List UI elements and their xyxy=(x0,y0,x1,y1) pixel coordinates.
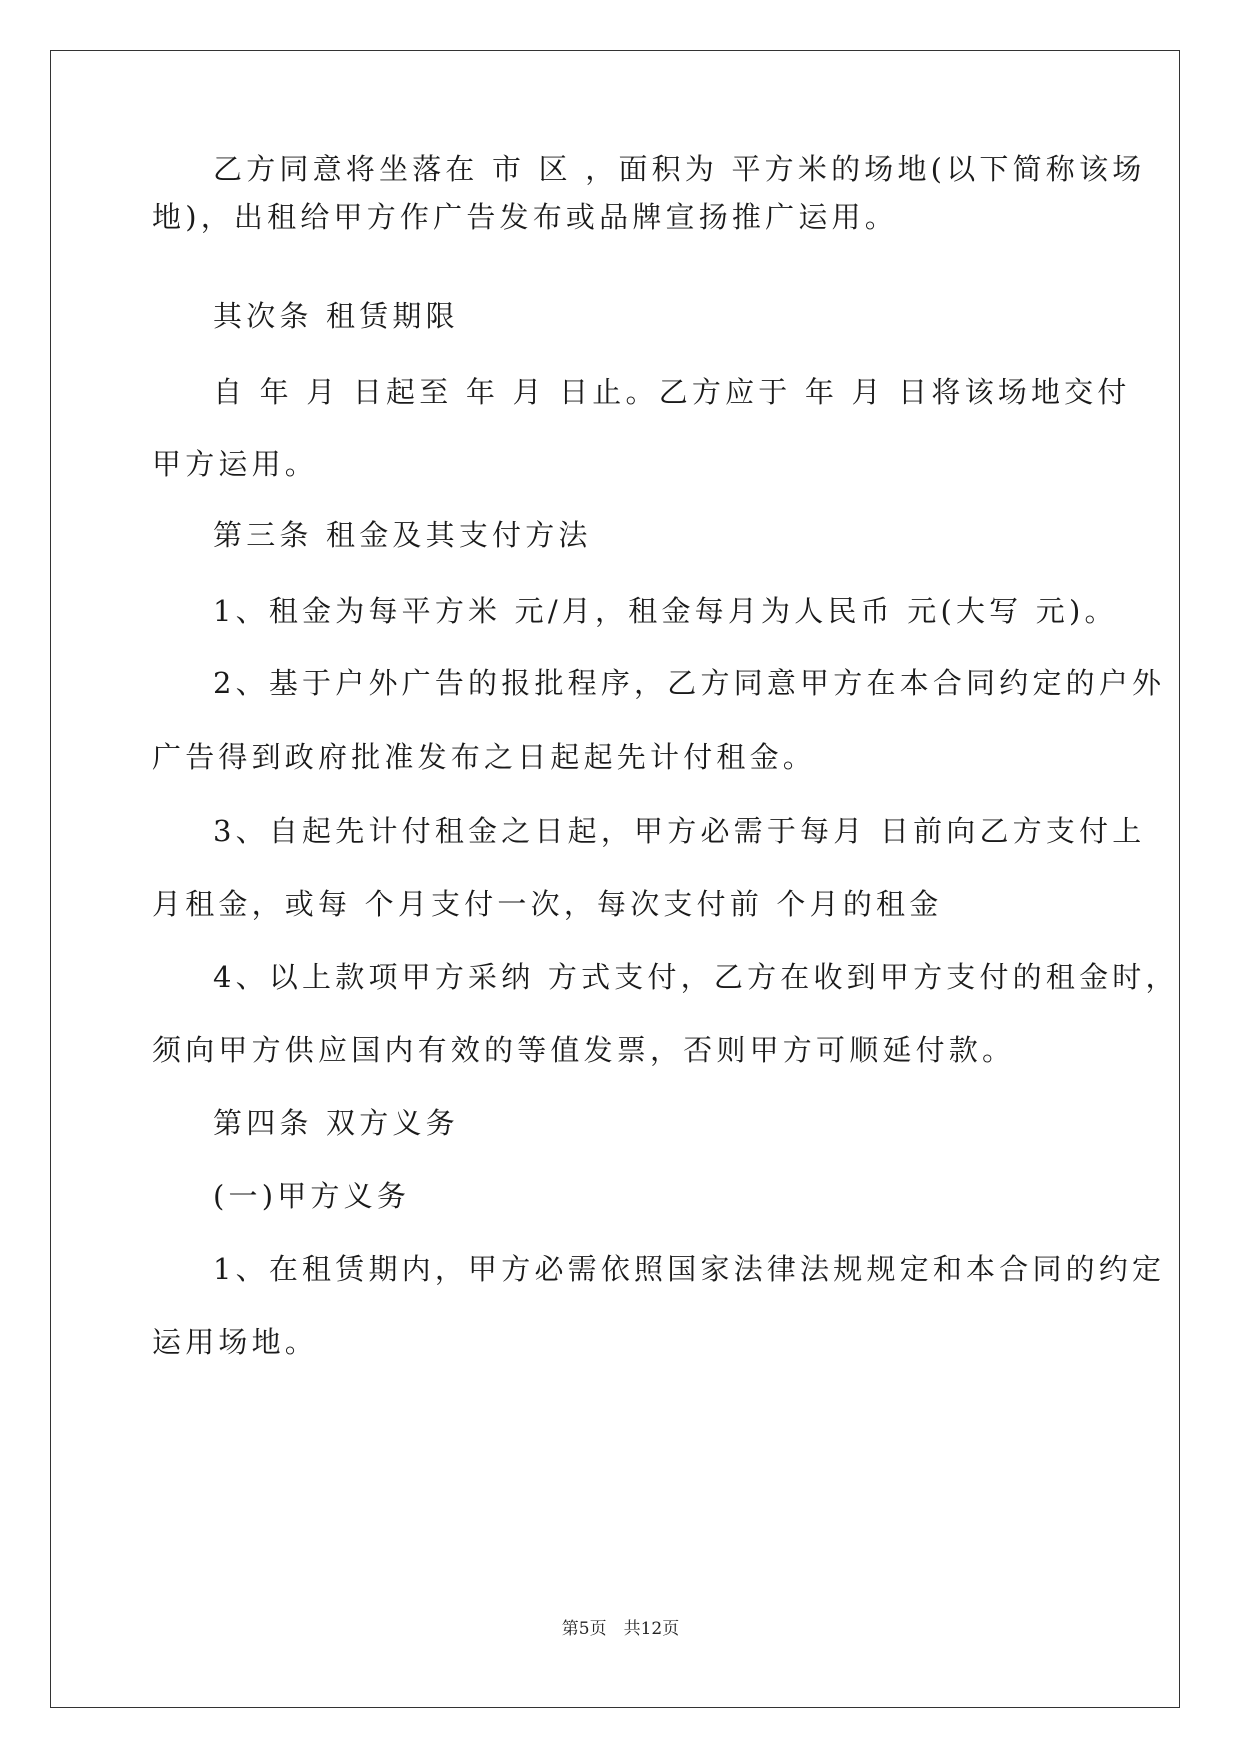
paragraph-line: 广告得到政府批准发布之日起起先计付租金。 xyxy=(152,740,817,774)
paragraph-line: 自 年 月 日起至 年 月 日止。乙方应于 年 月 日将该场地交付 xyxy=(213,375,1131,409)
paragraph-line: 3、自起先计付租金之日起，甲方必需于每月 日前向乙方支付上 xyxy=(213,814,1146,848)
paragraph-line: 1、租金为每平方米 元/月，租金每月为人民币 元(大写 元)。 xyxy=(213,594,1118,628)
article-heading: 其次条 租赁期限 xyxy=(213,299,459,333)
paragraph-line: 运用场地。 xyxy=(152,1325,319,1359)
section-heading: (一)甲方义务 xyxy=(213,1179,411,1213)
paragraph-line: 1、在租赁期内，甲方必需依照国家法律法规规定和本合同的约定 xyxy=(213,1252,1166,1286)
paragraph-line: 2、基于户外广告的报批程序，乙方同意甲方在本合同约定的户外 xyxy=(213,666,1166,700)
paragraph-line: 乙方同意将坐落在 市 区 ，面积为 平方米的场地(以下简称该场 xyxy=(213,152,1146,186)
paragraph-line: 地)，出租给甲方作广告发布或品牌宣扬推广运用。 xyxy=(152,200,898,234)
paragraph-line: 甲方运用。 xyxy=(152,447,319,481)
paragraph-line: 4、以上款项甲方采纳 方式支付，乙方在收到甲方支付的租金时， xyxy=(213,960,1179,994)
paragraph-line: 月租金，或每 个月支付一次，每次支付前 个月的租金 xyxy=(152,887,943,921)
paragraph-line: 须向甲方供应国内有效的等值发票，否则甲方可顺延付款。 xyxy=(152,1033,1016,1067)
article-heading: 第三条 租金及其支付方法 xyxy=(213,518,592,552)
page-footer: 第5页 共12页 xyxy=(561,1619,680,1639)
article-heading: 第四条 双方义务 xyxy=(213,1106,459,1140)
